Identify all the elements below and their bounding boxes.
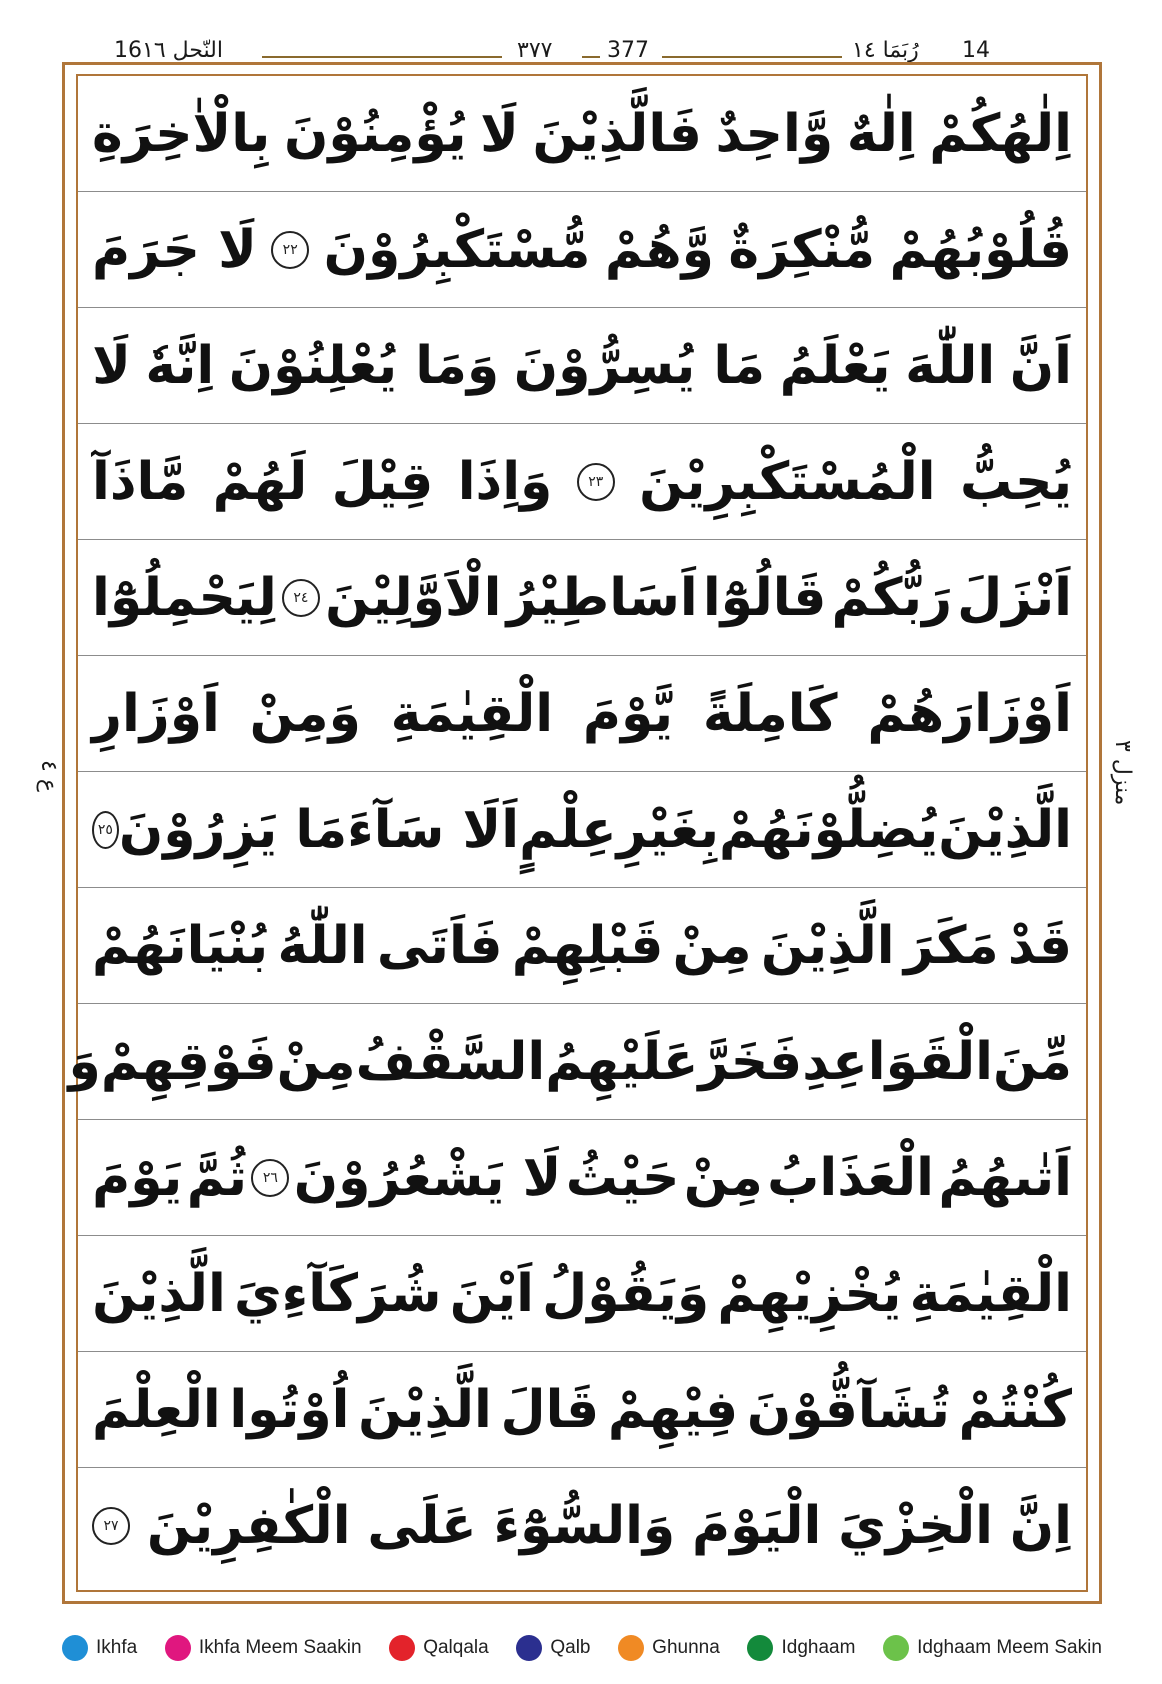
quran-word: اَوْزَارَهُمْ [867,683,1072,744]
quran-word: الْعِلْمَ [92,1379,221,1440]
quran-word: الْعَذَابُ [767,1147,934,1208]
quran-word: وَاِذَا [457,451,553,512]
quran-word: الْيَوْمَ [692,1496,822,1556]
quran-word: لَا [480,103,519,164]
quran-word: قَدْ [1007,915,1072,976]
legend-color-dot-icon [165,1635,191,1661]
legend-color-dot-icon [389,1635,415,1661]
quran-word: مِّنَ [993,1031,1072,1092]
quran-word: بِغَيْرِ [616,799,720,860]
quran-word: اِلٰهٌ [846,103,916,164]
legend-color-dot-icon [516,1635,542,1661]
text-line [78,540,1086,656]
legend-label: Qalb [550,1637,591,1658]
quran-word: الْقَوَاعِدِ [802,1031,993,1092]
quran-word: اِنَّ [1009,1496,1072,1556]
juz-number: 14 [962,38,990,63]
quran-word: فِيْهِمْ [607,1379,739,1440]
text-line [78,656,1086,772]
quran-word: الْقِيٰمَةِ [390,683,554,744]
page-number-arabic: ٣٧٧ [517,38,553,63]
legend-color-dot-icon [618,1635,644,1661]
ayah-number-marker: ٢٦ [251,1159,289,1197]
text-line [78,772,1086,888]
legend-item [165,1635,362,1661]
legend-label: Ikhfa [96,1637,138,1658]
tajweed-legend [62,1628,1102,1668]
quran-word: اِلٰهُكُمْ [929,103,1072,164]
quran-word: وَالسُّوْٓءَ [493,1496,676,1556]
quran-word: لَا جَرَمَ [92,219,257,280]
legend-color-dot-icon [62,1635,88,1661]
quran-word: مِنْ [672,915,752,976]
quran-word: قَالُوْٓا [702,567,827,628]
legend-color-dot-icon [747,1635,773,1661]
quran-word: وَيَقُوْلُ [542,1263,710,1324]
quran-word: قَبْلِهِمْ [511,915,664,976]
quran-word: قِيْلَ [331,451,434,512]
juz-name: رُبَمَا ١٤ [852,38,919,63]
quran-word: مُّسْتَكْبِرُوْنَ [323,219,591,280]
text-line [78,192,1086,308]
text-line [78,424,1086,540]
quran-word: يُخْزِيْهِمْ [717,1263,902,1324]
surah-name: النّحل ١٦ [142,38,223,63]
quran-word: اللّٰهَ [905,335,996,396]
page-number: 377 [607,38,649,63]
quran-word: الَّذِيْنَ [760,915,895,976]
quran-word: قُلُوْبُهُمْ [889,219,1072,280]
quran-word: الَّذِيْنَ [92,1263,226,1324]
quran-word: السَّقْفُ [355,1031,546,1092]
text-line [78,76,1086,192]
quran-word: بُنْيَانَهُمْ [92,915,269,976]
ayah-number-marker: ٢٤ [282,579,320,617]
text-line [78,1120,1086,1236]
legend-label: Idghaam Meem Sakin [917,1637,1102,1658]
quran-word: الَّذِيْنَ [938,799,1072,860]
quran-word: لَا يَشْعُرُوْنَ [293,1147,562,1208]
quran-word: قَالَ [500,1379,600,1440]
quran-word: ثُمَّ [186,1147,247,1208]
quran-word: مُّنْكِرَةٌ [728,219,876,280]
quran-word: شُرَكَآءِيَ [234,1263,442,1324]
quran-word: تُشَآقُّوْنَ [746,1379,950,1440]
quran-word: مِنْ [276,1031,356,1092]
text-line [78,1236,1086,1352]
quran-word: لِيَحْمِلُوْٓا [92,567,277,628]
quran-word: اَلَا سَآءَ [347,799,520,860]
legend-item [516,1635,590,1661]
header-rule-right [662,56,842,58]
legend-item [62,1635,137,1661]
quran-word: يَّوْمَ [582,683,674,744]
quran-word: حَيْثُ [565,1147,680,1208]
text-line [78,1352,1086,1468]
quran-word: اللّٰهُ [277,915,368,976]
quran-word: الْخِزْيَ [838,1496,993,1556]
ayah-number-marker: ٢٣ [577,463,615,501]
quran-word: عِلْمٍ [519,799,617,860]
legend-color-dot-icon [883,1635,909,1661]
quran-word: وَّهُمْ [604,219,714,280]
quran-word: عَلَى [367,1496,477,1556]
legend-label: Ghunna [652,1637,720,1658]
quran-word: وَمَا يُعْلِنُوْنَ [228,335,500,396]
quran-word: وَّاحِدٌ [715,103,834,164]
manzil-mark: منزل ٣ [1110,740,1135,806]
text-line [78,308,1086,424]
quran-word: الْكٰفِرِيْنَ [146,1496,351,1556]
surah-number: 16 [114,38,142,63]
text-line [68,1004,1086,1120]
quran-word: بِالْاٰخِرَةِ [92,103,271,164]
legend-item [618,1635,720,1661]
quran-word: وَ [68,1031,101,1092]
quran-word: فَخَرَّ [698,1031,803,1092]
quran-word: اَوْزَارِ [92,683,220,744]
quran-word: مَا يُسِرُّوْنَ [513,335,766,396]
quran-word: يَوْمَ [92,1147,183,1208]
quran-word: رَبُّكُمْ [831,567,953,628]
quran-word: اَيْنَ [449,1263,534,1324]
quran-word: اَنَّ [1009,335,1072,396]
quran-word: مِنْ [683,1147,763,1208]
legend-label: Idghaam [781,1637,856,1658]
quran-word: وَمِنْ [249,683,361,744]
quran-word: يَعْلَمُ [779,335,891,396]
quran-word: فَالَّذِيْنَ [532,103,702,164]
quran-word: مَّاذَآ [92,451,189,512]
text-line [78,888,1086,1004]
quran-word: يُضِلُّوْنَهُمْ [719,799,939,860]
ayah-number-marker: ٢٧ [92,1507,130,1545]
legend-label: Ikhfa Meem Saakin [198,1637,362,1658]
quran-word: مَا يَزِرُوْنَ [118,799,348,860]
header-rule-mid [582,56,600,58]
quran-word: فَوْقِهِمْ [100,1031,277,1092]
quran-word: كُنْتُمْ [958,1379,1072,1440]
text-line [78,1468,1086,1584]
quran-word: الْمُسْتَكْبِرِيْنَ [639,451,936,512]
legend-item [747,1635,855,1661]
quran-word: اَسَاطِيْرُ [506,567,698,628]
quran-word: اُوْتُوا [229,1379,350,1440]
quran-word: فَاَتَى [376,915,503,976]
quran-word: اِنَّهٗ [145,335,215,396]
ayah-number-marker: ٢٥ [92,811,119,849]
quran-word: مَكَرَ [903,915,999,976]
quran-word: اَتٰىهُمُ [938,1147,1072,1208]
quran-word: لَا [92,335,131,396]
quran-word: يُحِبُّ [959,451,1072,512]
quran-word: كَامِلَةً [702,683,838,744]
quran-word: يُؤْمِنُوْنَ [283,103,467,164]
ruku-mark: ع ٤ [36,760,61,792]
quran-word: عَلَيْهِمُ [545,1031,699,1092]
ayah-number-marker: ٢٢ [271,231,309,269]
quran-word: الْاَوَّلِيْنَ [325,567,502,628]
legend-label: Qalqala [423,1637,489,1658]
quran-word: اَنْزَلَ [957,567,1072,628]
quran-word: الَّذِيْنَ [358,1379,492,1440]
quran-word: الْقِيٰمَةِ [909,1263,1072,1324]
header-rule-left [262,56,502,58]
quran-word: لَهُمْ [212,451,308,512]
legend-item [883,1635,1102,1661]
legend-item [389,1635,489,1661]
